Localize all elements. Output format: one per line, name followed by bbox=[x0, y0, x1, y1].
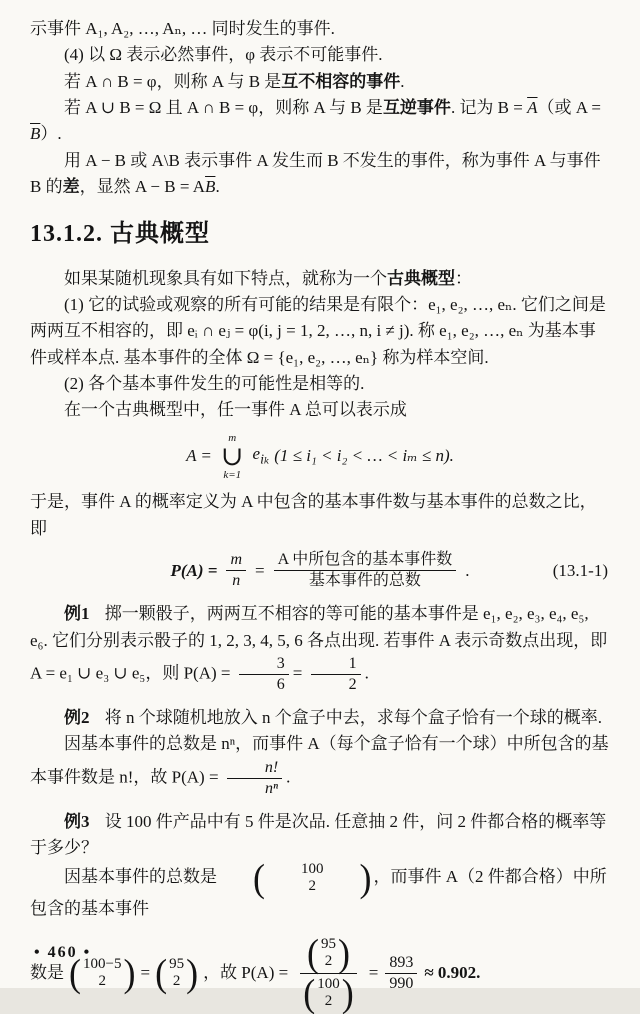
page-number: • 460 • bbox=[34, 944, 92, 962]
binomial-top: 100 bbox=[317, 975, 340, 992]
fraction-1-over-2 bbox=[311, 654, 361, 695]
period: . bbox=[364, 663, 369, 683]
math-term bbox=[253, 441, 270, 471]
union-upper-limit: m bbox=[228, 431, 237, 444]
binomial-top: 100−5 bbox=[83, 955, 122, 972]
right-paren: ) bbox=[186, 951, 199, 995]
paragraph-difference-events bbox=[30, 148, 610, 201]
binomial-top: 95 bbox=[169, 955, 185, 972]
section-heading: 13.1.2. 古典概型 bbox=[30, 221, 210, 248]
binomial-stack bbox=[167, 956, 186, 991]
text-run: ）. bbox=[40, 124, 62, 144]
left-paren: ( bbox=[303, 971, 316, 1014]
text-run: （或 A = bbox=[537, 98, 601, 118]
math-var-B-bar: $\overline{B}$ bbox=[205, 177, 216, 197]
paragraph-condition-2 bbox=[30, 371, 610, 397]
text-run: 若 A ∪ B = Ω 且 A ∩ B = φ，则称 A 与 B 是 bbox=[64, 98, 383, 118]
math-var-A-bar: $\overline{A}$ bbox=[527, 98, 538, 118]
binomial-95-choose-2 bbox=[306, 931, 350, 975]
paragraph-event-representation bbox=[30, 397, 610, 423]
math-lhs: A = bbox=[186, 446, 212, 466]
example-3-solution-line1 bbox=[30, 856, 610, 922]
bold-term-complementary: 互逆事件 bbox=[382, 98, 451, 118]
fraction-nfact-over-npown bbox=[227, 758, 282, 799]
example-2-label: 例2 bbox=[64, 707, 90, 727]
math-term-base: e bbox=[252, 444, 261, 464]
fraction-denominator: n bbox=[232, 572, 241, 590]
paragraph-complementary-events bbox=[30, 95, 610, 148]
equation-union bbox=[30, 432, 610, 482]
text-run: (1) 它的试验或观察的所有可能的结果是有限个：e₁, e₂, …, eₙ. 它们之间是两两互不相容的，即 eᵢ ∩ eⱼ = φ(i, j = 1, 2, …, n, i ≠ j). 称 e₁, e₂, …, eₙ 为基本事件或样本点. 基本事件的全体 Ω = {e₁, e₂, …, eₙ} 称为样本空间. bbox=[30, 294, 606, 367]
fraction-denominator: 990 bbox=[389, 974, 414, 992]
text-run: 用 A − B 或 A\B 表示事件 A 发生而 B 不发生的事件，称为事件 A 与事件 B 的 bbox=[30, 150, 601, 197]
fraction-3-over-6 bbox=[239, 654, 289, 695]
equation-13-1-1 bbox=[30, 550, 610, 591]
text-run: 设 100 件产品中有 5 件是次品. 任意抽 2 件，问 2 件都合格的概率等于多少？ bbox=[30, 811, 607, 857]
fraction-denominator: 2 bbox=[348, 675, 357, 693]
math-condition: (1 ≤ i₁ < i₂ < … < iₘ ≤ n). bbox=[274, 446, 454, 466]
period: . bbox=[286, 766, 291, 786]
binomial-bottom: 2 bbox=[172, 973, 181, 990]
example-3-label: 例3 bbox=[64, 811, 90, 831]
math-term-subscript: iₖ bbox=[260, 451, 270, 468]
binomial-100-choose-2 bbox=[219, 856, 372, 900]
paragraph-disjoint-events bbox=[30, 69, 610, 95]
binomial-stack bbox=[319, 936, 338, 971]
bold-term-difference: 差 bbox=[62, 177, 80, 197]
text-run: ，显然 A − B = A bbox=[79, 177, 206, 197]
equation-number: (13.1-1) bbox=[552, 560, 608, 580]
fraction-numerator: A 中所包含的基本事件数 bbox=[274, 550, 457, 571]
fraction-denominator: 基本事件的总数 bbox=[308, 572, 421, 590]
math-lhs-PA: P(A) = bbox=[170, 560, 218, 580]
binomial-100-choose-2 bbox=[303, 971, 354, 1014]
bold-term-classical-model: 古典概型 bbox=[387, 268, 455, 288]
fraction-numerator: n! bbox=[227, 758, 282, 779]
text-run: (4) 以 Ω 表示必然事件，φ 表示不可能事件. bbox=[64, 45, 383, 65]
left-paren: ( bbox=[155, 951, 168, 995]
fraction-numerator bbox=[300, 931, 357, 975]
fraction-denominator bbox=[296, 971, 361, 1014]
text-run: . bbox=[400, 71, 405, 91]
text-run: 数是 bbox=[30, 962, 64, 982]
example-1-label: 例1 bbox=[64, 604, 90, 624]
fraction-numerator: 3 bbox=[239, 654, 289, 675]
union-lower-limit: k=1 bbox=[223, 469, 242, 482]
fraction-893-over-990 bbox=[385, 953, 417, 994]
paragraph-continuation bbox=[30, 16, 610, 42]
equation-prob-row bbox=[170, 550, 469, 591]
paragraph-condition-1 bbox=[30, 292, 610, 371]
binomial-stack bbox=[265, 861, 326, 896]
period: . bbox=[465, 560, 470, 580]
paragraph-definition-intro bbox=[30, 266, 610, 292]
right-paren: ) bbox=[337, 931, 350, 975]
fraction-numerator: 1 bbox=[311, 654, 361, 675]
approx-result: ≈ 0.902. bbox=[424, 962, 481, 982]
paragraph-probability-definition bbox=[30, 489, 610, 542]
text-run: 因基本事件的总数是 nⁿ，而事件 A（每个盒子恰有一个球）中所包含的基本事件数是 n!，故 P(A) = bbox=[30, 734, 609, 786]
equals-sign: = bbox=[368, 962, 379, 982]
fraction-denominator: 6 bbox=[276, 675, 285, 693]
right-paren: ) bbox=[359, 856, 372, 900]
text-run: . bbox=[215, 177, 220, 197]
text-run: 因基本事件的总数是 bbox=[64, 867, 217, 887]
binomial-top: 100 bbox=[301, 861, 324, 878]
left-paren: ( bbox=[69, 951, 81, 995]
equals-sign: = bbox=[140, 962, 151, 982]
example-3 bbox=[30, 809, 610, 862]
text-run: ： bbox=[455, 268, 472, 288]
text-run: 若 A ∩ B = φ，则称 A 与 B 是 bbox=[64, 71, 282, 91]
left-paren: ( bbox=[306, 931, 319, 975]
text-run: (2) 各个基本事件发生的可能性是相等的. bbox=[64, 373, 365, 393]
fraction-numerator: 893 bbox=[385, 953, 417, 974]
example-1 bbox=[30, 601, 610, 695]
equation-union-row bbox=[186, 432, 454, 482]
equals-sign: = bbox=[292, 663, 303, 683]
fraction-m-over-n bbox=[226, 550, 246, 591]
binomial-top: 95 bbox=[320, 936, 336, 953]
binomial-bottom: 2 bbox=[324, 953, 333, 970]
text-run: 将 n 个球随机地放入 n 个盒子中去，求每个盒子恰有一个球的概率. bbox=[104, 707, 603, 727]
binomial-stack bbox=[315, 976, 342, 1011]
text-run: 如果某随机现象具有如下特点，就称为一个 bbox=[64, 268, 387, 288]
bold-term-disjoint: 互不相容的事件 bbox=[281, 71, 401, 91]
text-run: 掷一颗骰子，两两互不相容的等可能的基本事件是 e₁, e₂, e₃, e₄, e₅, e₆. 它们分别表示骰子的 1, 2, 3, 4, 5, 6 各点出现. 若事件 A 表示奇数点出现，即 A = e₁ ∪ e₃ ∪ e₅，则 P(A) = bbox=[30, 604, 608, 683]
fraction-denominator: nⁿ bbox=[264, 779, 278, 797]
text-run: . 记为 B = bbox=[450, 98, 528, 118]
binomial-95-choose-2 bbox=[155, 951, 199, 995]
right-paren: ) bbox=[123, 951, 136, 995]
text-run: 示事件 A₁, A₂, …, Aₙ, … 同时发生的事件. bbox=[30, 19, 335, 38]
fraction-numerator: m bbox=[226, 550, 246, 571]
right-paren: ) bbox=[341, 971, 354, 1014]
example-2 bbox=[30, 705, 610, 731]
binomial-bottom: 2 bbox=[324, 992, 333, 1009]
math-var-B-bar: $\overline{B}$ bbox=[30, 124, 41, 144]
union-operator bbox=[221, 432, 244, 482]
fraction-binom-ratio bbox=[296, 931, 361, 1014]
binomial-bottom: 2 bbox=[98, 973, 106, 990]
fraction-event-counts bbox=[274, 550, 457, 591]
text-run: ，故 P(A) = bbox=[203, 962, 289, 982]
text-run: 于是，事件 A 的概率定义为 A 中包含的基本事件数与基本事件的总数之比，即 bbox=[30, 492, 597, 538]
paragraph-notation-4 bbox=[30, 42, 610, 68]
left-paren: ( bbox=[253, 856, 265, 900]
example-3-final-formula bbox=[30, 931, 610, 1014]
union-symbol: ∪ bbox=[220, 440, 244, 471]
example-2-solution bbox=[30, 731, 610, 798]
equals-sign: = bbox=[255, 560, 265, 580]
text-run: ，而事件 A（2 件都合格）中所包含的基本事件 bbox=[30, 867, 607, 918]
binomial-bottom: 2 bbox=[308, 878, 316, 895]
text-run: 在一个古典概型中，任一事件 A 总可以表示成 bbox=[64, 400, 407, 420]
